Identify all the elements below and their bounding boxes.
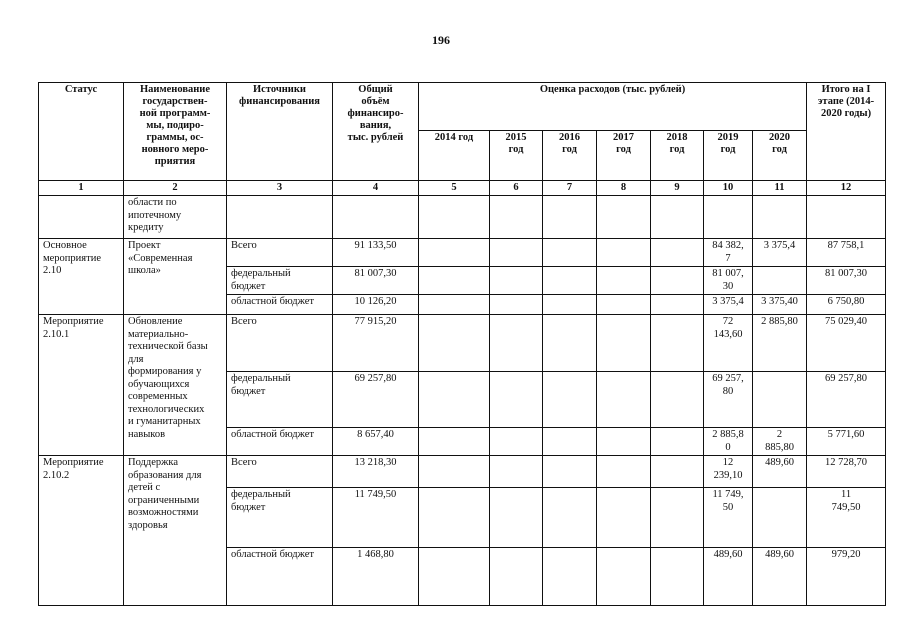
budget-table bbox=[38, 82, 886, 606]
name-cell: Обновление материально- технической базы для формирования у обучающихся современных технологических и гуманитарных навыков bbox=[124, 315, 227, 456]
column-number: 7 bbox=[543, 181, 597, 196]
header-year-2017: 2017 год bbox=[597, 131, 651, 181]
year-2015-cell bbox=[490, 548, 543, 606]
total-cell: 10 126,20 bbox=[333, 295, 419, 315]
year-2019-cell: 12 239,10 bbox=[704, 456, 753, 488]
year-2017-cell bbox=[597, 456, 651, 488]
source-cell: областной бюджет bbox=[227, 295, 333, 315]
year-2018-cell bbox=[651, 239, 704, 267]
status-cell bbox=[39, 196, 124, 239]
year-2020-cell bbox=[753, 488, 807, 548]
source-cell: Всего bbox=[227, 239, 333, 267]
year-2014-cell bbox=[419, 267, 490, 295]
year-2016-cell bbox=[543, 372, 597, 428]
year-2018-cell bbox=[651, 196, 704, 239]
year-2017-cell bbox=[597, 295, 651, 315]
year-2020-cell: 3 375,4 bbox=[753, 239, 807, 267]
source-cell: областной бюджет bbox=[227, 548, 333, 606]
source-cell: федеральный бюджет bbox=[227, 372, 333, 428]
year-2016-cell bbox=[543, 456, 597, 488]
year-2016-cell bbox=[543, 548, 597, 606]
year-2017-cell bbox=[597, 488, 651, 548]
year-2020-cell: 3 375,40 bbox=[753, 295, 807, 315]
source-cell bbox=[227, 196, 333, 239]
year-2014-cell bbox=[419, 372, 490, 428]
table-row bbox=[39, 315, 886, 372]
header-year-2018: 2018 год bbox=[651, 131, 704, 181]
year-2017-cell bbox=[597, 315, 651, 372]
year-2017-cell bbox=[597, 428, 651, 456]
year-2019-cell bbox=[704, 196, 753, 239]
year-2017-cell bbox=[597, 267, 651, 295]
name-cell: области по ипотечному кредиту bbox=[124, 196, 227, 239]
year-2019-cell: 84 382, 7 bbox=[704, 239, 753, 267]
header-total: Общий объём финансиро- вания, тыс. рублей bbox=[333, 83, 419, 181]
itogo-cell: 75 029,40 bbox=[807, 315, 886, 372]
header-source: Источники финансирования bbox=[227, 83, 333, 181]
total-cell: 91 133,50 bbox=[333, 239, 419, 267]
year-2015-cell bbox=[490, 428, 543, 456]
column-number: 12 bbox=[807, 181, 886, 196]
year-2018-cell bbox=[651, 372, 704, 428]
year-2020-cell bbox=[753, 372, 807, 428]
year-2019-cell: 69 257, 80 bbox=[704, 372, 753, 428]
itogo-cell: 87 758,1 bbox=[807, 239, 886, 267]
itogo-cell: 69 257,80 bbox=[807, 372, 886, 428]
year-2017-cell bbox=[597, 196, 651, 239]
column-number: 10 bbox=[704, 181, 753, 196]
year-2016-cell bbox=[543, 488, 597, 548]
source-cell: федеральный бюджет bbox=[227, 488, 333, 548]
year-2014-cell bbox=[419, 548, 490, 606]
total-cell: 1 468,80 bbox=[333, 548, 419, 606]
total-cell: 8 657,40 bbox=[333, 428, 419, 456]
itogo-cell bbox=[807, 196, 886, 239]
year-2018-cell bbox=[651, 488, 704, 548]
itogo-cell: 81 007,30 bbox=[807, 267, 886, 295]
source-cell: областной бюджет bbox=[227, 428, 333, 456]
itogo-cell: 6 750,80 bbox=[807, 295, 886, 315]
column-number: 8 bbox=[597, 181, 651, 196]
year-2014-cell bbox=[419, 488, 490, 548]
year-2015-cell bbox=[490, 267, 543, 295]
year-2019-cell: 72 143,60 bbox=[704, 315, 753, 372]
total-cell: 77 915,20 bbox=[333, 315, 419, 372]
year-2014-cell bbox=[419, 428, 490, 456]
year-2016-cell bbox=[543, 315, 597, 372]
column-number: 2 bbox=[124, 181, 227, 196]
year-2014-cell bbox=[419, 295, 490, 315]
year-2015-cell bbox=[490, 315, 543, 372]
total-cell: 11 749,50 bbox=[333, 488, 419, 548]
year-2020-cell: 2 885,80 bbox=[753, 315, 807, 372]
year-2015-cell bbox=[490, 239, 543, 267]
column-number: 1 bbox=[39, 181, 124, 196]
year-2020-cell bbox=[753, 267, 807, 295]
table-row bbox=[39, 239, 886, 267]
status-cell: Основное мероприятие 2.10 bbox=[39, 239, 124, 315]
year-2016-cell bbox=[543, 239, 597, 267]
total-cell: 69 257,80 bbox=[333, 372, 419, 428]
year-2014-cell bbox=[419, 239, 490, 267]
header-row bbox=[39, 83, 886, 131]
year-2019-cell: 11 749, 50 bbox=[704, 488, 753, 548]
year-2019-cell: 3 375,4 bbox=[704, 295, 753, 315]
header-year-2019: 2019 год bbox=[704, 131, 753, 181]
year-2018-cell bbox=[651, 456, 704, 488]
total-cell: 81 007,30 bbox=[333, 267, 419, 295]
column-number: 11 bbox=[753, 181, 807, 196]
column-numbers-row bbox=[39, 181, 886, 196]
year-2020-cell: 2 885,80 bbox=[753, 428, 807, 456]
status-cell: Мероприятие 2.10.2 bbox=[39, 456, 124, 606]
year-2014-cell bbox=[419, 456, 490, 488]
year-2020-cell: 489,60 bbox=[753, 456, 807, 488]
year-2015-cell bbox=[490, 295, 543, 315]
year-2016-cell bbox=[543, 428, 597, 456]
header-itogo: Итого на I этапе (2014- 2020 годы) bbox=[807, 83, 886, 181]
header-name: Наименование государствен- ной программ- мы, подиро- граммы, ос- новного меро- приятия bbox=[124, 83, 227, 181]
itogo-cell: 5 771,60 bbox=[807, 428, 886, 456]
year-2015-cell bbox=[490, 488, 543, 548]
column-number: 3 bbox=[227, 181, 333, 196]
source-cell: Всего bbox=[227, 456, 333, 488]
name-cell: Проект «Современная школа» bbox=[124, 239, 227, 315]
year-2017-cell bbox=[597, 239, 651, 267]
year-2017-cell bbox=[597, 548, 651, 606]
year-2014-cell bbox=[419, 196, 490, 239]
year-2015-cell bbox=[490, 372, 543, 428]
column-number: 4 bbox=[333, 181, 419, 196]
year-2018-cell bbox=[651, 267, 704, 295]
page-number: 196 bbox=[432, 33, 450, 47]
year-2019-cell: 2 885,8 0 bbox=[704, 428, 753, 456]
column-number: 6 bbox=[490, 181, 543, 196]
source-cell: федеральный бюджет bbox=[227, 267, 333, 295]
column-number: 9 bbox=[651, 181, 704, 196]
year-2016-cell bbox=[543, 295, 597, 315]
year-2015-cell bbox=[490, 456, 543, 488]
year-2018-cell bbox=[651, 315, 704, 372]
year-2014-cell bbox=[419, 315, 490, 372]
year-2018-cell bbox=[651, 295, 704, 315]
source-cell: Всего bbox=[227, 315, 333, 372]
name-cell: Поддержка образования для детей с ограниченными возможностями здоровья bbox=[124, 456, 227, 606]
itogo-cell: 979,20 bbox=[807, 548, 886, 606]
column-number: 5 bbox=[419, 181, 490, 196]
header-status: Статус bbox=[39, 83, 124, 181]
header-year-2020: 2020 год bbox=[753, 131, 807, 181]
status-cell: Мероприятие 2.10.1 bbox=[39, 315, 124, 456]
year-2019-cell: 81 007, 30 bbox=[704, 267, 753, 295]
header-estimate: Оценка расходов (тыс. рублей) bbox=[419, 83, 807, 131]
itogo-cell: 11 749,50 bbox=[807, 488, 886, 548]
header-year-2016: 2016 год bbox=[543, 131, 597, 181]
year-2020-cell: 489,60 bbox=[753, 548, 807, 606]
year-2017-cell bbox=[597, 372, 651, 428]
year-2016-cell bbox=[543, 267, 597, 295]
total-cell: 13 218,30 bbox=[333, 456, 419, 488]
header-year-2014: 2014 год bbox=[419, 131, 490, 181]
year-2019-cell: 489,60 bbox=[704, 548, 753, 606]
total-cell bbox=[333, 196, 419, 239]
year-2018-cell bbox=[651, 548, 704, 606]
itogo-cell: 12 728,70 bbox=[807, 456, 886, 488]
table-row bbox=[39, 196, 886, 239]
year-2015-cell bbox=[490, 196, 543, 239]
year-2016-cell bbox=[543, 196, 597, 239]
year-2020-cell bbox=[753, 196, 807, 239]
header-year-2015: 2015 год bbox=[490, 131, 543, 181]
table-row bbox=[39, 456, 886, 488]
year-2018-cell bbox=[651, 428, 704, 456]
